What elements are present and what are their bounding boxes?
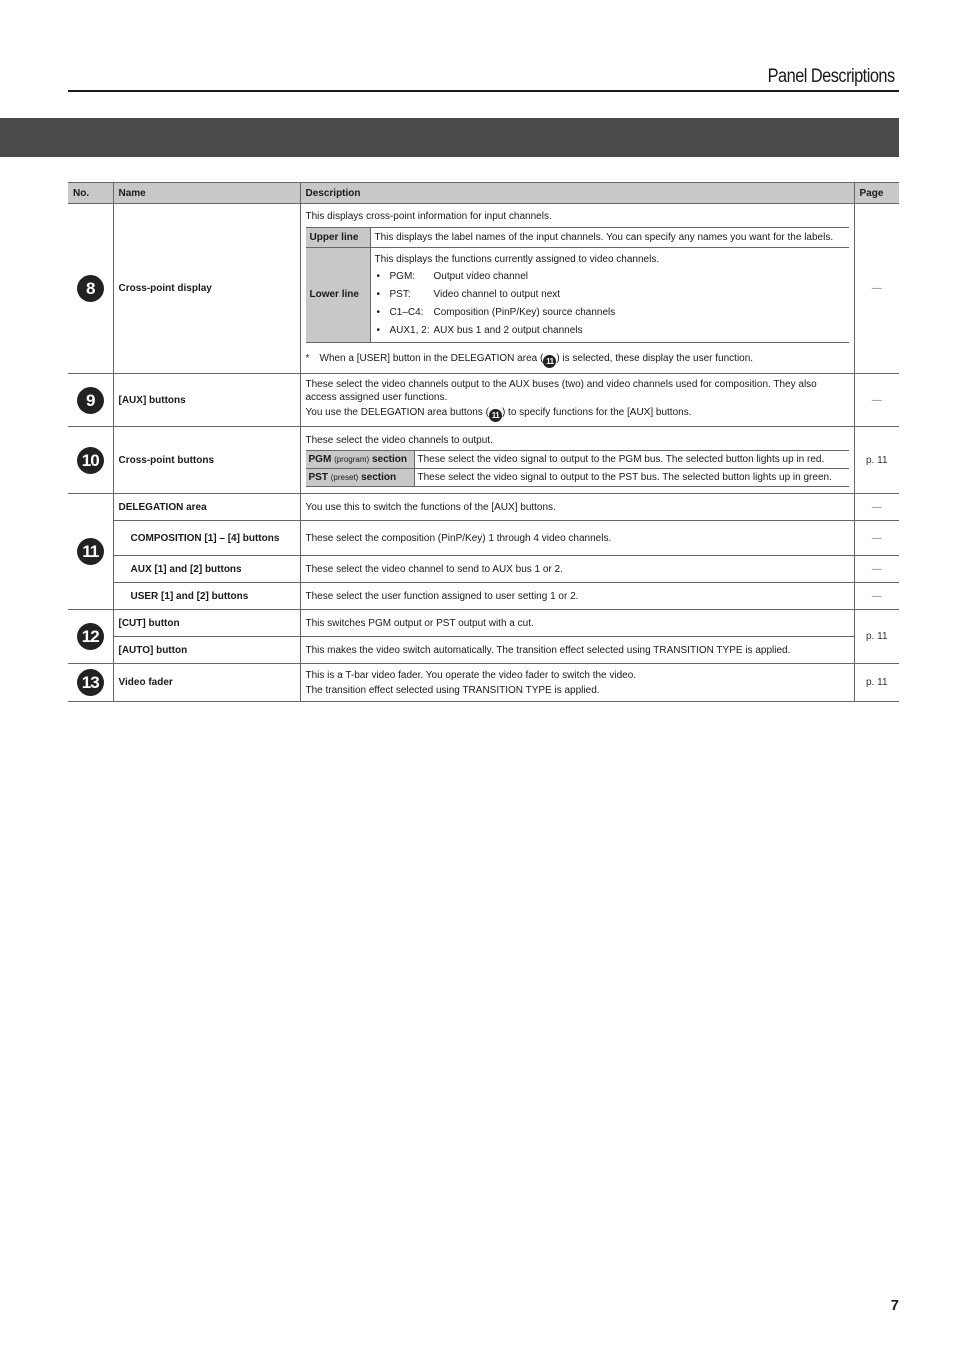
table-row-13 [68, 664, 899, 702]
item-name: COMPOSITION [1] – [4] buttons [113, 521, 300, 556]
upper-line-label: Upper line [306, 227, 371, 247]
upper-line-desc: This displays the label names of the input channels. You can specify any names you want for the labels. [370, 227, 849, 247]
item-description: These select the composition (PinP/Key) 1 through 4 video channels. [300, 521, 854, 556]
table-row-11-aux [68, 556, 899, 583]
page-ref: — [854, 521, 899, 556]
pgm-section-desc: These select the video signal to output to the PGM bus. The selected button lights up in red. [414, 450, 849, 468]
list-item: • C1–C4: Composition (PinP/Key) source channels [376, 306, 616, 318]
description-text: You use the DELEGATION area buttons ( 11 ) to specify functions for the [AUX] buttons. [305, 407, 692, 420]
item-description: This makes the video switch automatically. The transition effect selected using TRANSITION TYPE is applied. [300, 637, 854, 664]
col-header-page: Page [854, 183, 899, 204]
item-name: DELEGATION area [113, 494, 300, 521]
page-ref: — [854, 374, 899, 427]
table-row-8 [68, 204, 899, 374]
table-row-11-composition [68, 521, 899, 556]
ref-11-icon: 11 [543, 355, 556, 368]
item-name: [AUTO] button [113, 637, 300, 664]
table-row-12-cut [68, 610, 899, 637]
ref-11-icon: 11 [489, 409, 502, 422]
lower-line-row [306, 247, 849, 342]
page-ref: p. 11 [854, 610, 899, 664]
number-badge-9: 9 [77, 387, 104, 414]
item-description [300, 204, 854, 374]
item-name: USER [1] and [2] buttons [113, 583, 300, 610]
pgm-section-row [306, 450, 849, 468]
page-ref: p. 11 [854, 664, 899, 702]
list-item: • PGM: Output video channel [376, 270, 529, 282]
lower-line-intro: This displays the functions currently assigned to video channels. [374, 253, 660, 265]
description-text: These select the video channels to output. [305, 434, 493, 446]
description-text: This is a T-bar video fader. You operate the video fader to switch the video. [305, 669, 637, 681]
item-name: AUX [1] and [2] buttons [113, 556, 300, 583]
upper-line-row [306, 227, 849, 247]
description-text: The transition effect selected using TRANSITION TYPE is applied. [305, 684, 600, 696]
item-description: These select the video channel to send to AUX bus 1 or 2. [300, 556, 854, 583]
number-badge-13: 13 [77, 669, 104, 696]
list-item: • PST: Video channel to output next [376, 288, 561, 300]
item-name: [AUX] buttons [113, 374, 300, 427]
section-band [0, 118, 899, 157]
footnote: * When a [USER] button in the DELEGATION area ( 11 ) is selected, these display the user function. [305, 352, 754, 366]
list-item: • AUX1, 2: AUX bus 1 and 2 output channels [376, 324, 583, 336]
pgm-section-label: PGM (program) section [306, 450, 415, 468]
table-row-12-auto [68, 637, 899, 664]
number-badge-12: 12 [77, 623, 104, 650]
description-text: These select the video channels output to the AUX buses (two) and video channels used for composition. They also access assigned user functions. [305, 379, 817, 403]
table-row-10 [68, 427, 899, 494]
page-ref: — [854, 556, 899, 583]
row-number-cell [68, 204, 113, 374]
cross-point-display-subtable [306, 227, 849, 343]
row-number-cell [68, 664, 113, 702]
item-description [300, 427, 854, 494]
table-header-row [68, 183, 899, 204]
page-ref: — [854, 494, 899, 521]
pst-section-label: PST (preset) section [306, 468, 415, 486]
number-badge-8: 8 [77, 275, 104, 302]
section-title: Panel Descriptions [768, 66, 895, 87]
header-rule [68, 90, 899, 92]
page-number: 7 [890, 1297, 899, 1314]
lower-line-desc [370, 247, 849, 342]
table-row-9 [68, 374, 899, 427]
col-header-no: No. [68, 183, 113, 204]
table-row-11-delegation [68, 494, 899, 521]
item-name: Cross-point display [113, 204, 300, 374]
item-description: This switches PGM output or PST output with a cut. [300, 610, 854, 637]
row-number-cell [68, 427, 113, 494]
pst-section-desc: These select the video signal to output to the PST bus. The selected button lights up in green. [414, 468, 849, 486]
col-header-name: Name [113, 183, 300, 204]
panel-description-table [68, 182, 899, 702]
col-header-description: Description [300, 183, 854, 204]
page-ref: — [854, 204, 899, 374]
item-name: Video fader [113, 664, 300, 702]
number-badge-10: 10 [77, 447, 104, 474]
row-number-cell [68, 610, 113, 664]
page-ref: p. 11 [854, 427, 899, 494]
item-name: Cross-point buttons [113, 427, 300, 494]
table-row-11-user [68, 583, 899, 610]
item-name: [CUT] button [113, 610, 300, 637]
row-number-cell [68, 494, 113, 610]
page-ref: — [854, 583, 899, 610]
cross-point-buttons-subtable [306, 450, 849, 487]
lower-line-label: Lower line [306, 247, 371, 342]
number-badge-11: 11 [77, 538, 104, 565]
description-text: This displays cross-point information for input channels. [305, 210, 552, 222]
lower-line-list [375, 270, 845, 337]
item-description: These select the user function assigned to user setting 1 or 2. [300, 583, 854, 610]
row-number-cell [68, 374, 113, 427]
item-description: You use this to switch the functions of the [AUX] buttons. [300, 494, 854, 521]
item-description [300, 664, 854, 702]
item-description [300, 374, 854, 427]
pst-section-row [306, 468, 849, 486]
